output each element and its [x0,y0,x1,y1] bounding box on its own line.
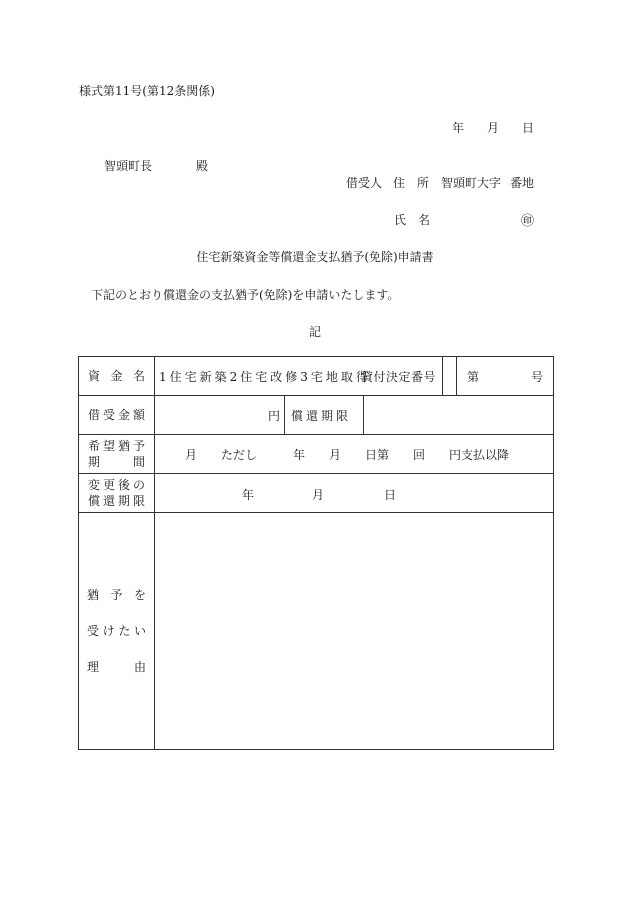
addressee-name: 智頭町長 [104,159,153,173]
changed-day: 日 [384,488,397,502]
fund-value: 1住宅新築2住宅改修3宅地取得 [155,357,443,396]
intro-text: 下記のとおり償還金の支払猶予(免除)を申請いたします。 [91,288,400,302]
date-month: 月 [487,121,500,135]
deferral-period-label [79,435,155,474]
repay-period-label: 償還期限 [285,396,364,435]
loan-amount-value: 円 [155,396,285,435]
changed-deadline-value [155,474,554,513]
address-suffix: 番地 [510,176,535,190]
table-row [79,396,554,435]
borrower-role: 借受人 [346,176,383,190]
deferral-period-value: 月 ただし 年 月 日第 回 円支払以降 [155,435,554,474]
loan-decision-number [457,357,554,396]
deferral-label-line-1: 希望猶予 [88,439,145,453]
document-title: 住宅新築資金等償還金支払猶予(免除)申請書 [196,250,434,264]
reason-line-1: 猶予を [87,588,146,602]
changed-deadline-label [79,474,155,513]
table-row [79,513,554,750]
table-row [79,435,554,474]
dai-text: 第 [467,369,480,384]
go-text: 号 [531,369,544,384]
changed-month: 月 [312,488,325,502]
ki-heading: 記 [308,325,321,339]
reason-line-2: 受けたい [87,624,146,638]
address-value: 智頭町大字 [441,176,502,190]
table-row [79,357,554,396]
reason-value [155,513,554,750]
changed-label-line-1: 変更後の [88,478,145,492]
addressee-honorific: 殿 [196,159,209,173]
repay-period-value [364,396,554,435]
name-label: 氏 名 [394,213,431,227]
fund-label: 資金名 [79,357,155,396]
address-label: 住 所 [393,176,430,190]
date-year: 年 [452,121,465,135]
application-table [78,356,554,750]
loan-amount-label: 借受金額 [79,396,155,435]
loan-decision-label: 貸付決定番号 [443,357,457,396]
seal-mark: ㊞ [521,214,535,229]
form-number: 様式第11号(第12条関係) [79,84,215,98]
changed-year: 年 [242,488,255,502]
reason-label [79,513,155,750]
reason-line-3: 理由 [87,660,146,674]
date-day: 日 [522,121,535,135]
changed-label-line-2: 償還期限 [88,494,145,508]
deferral-label-line-2: 期間 [88,455,145,469]
table-row [79,474,554,513]
